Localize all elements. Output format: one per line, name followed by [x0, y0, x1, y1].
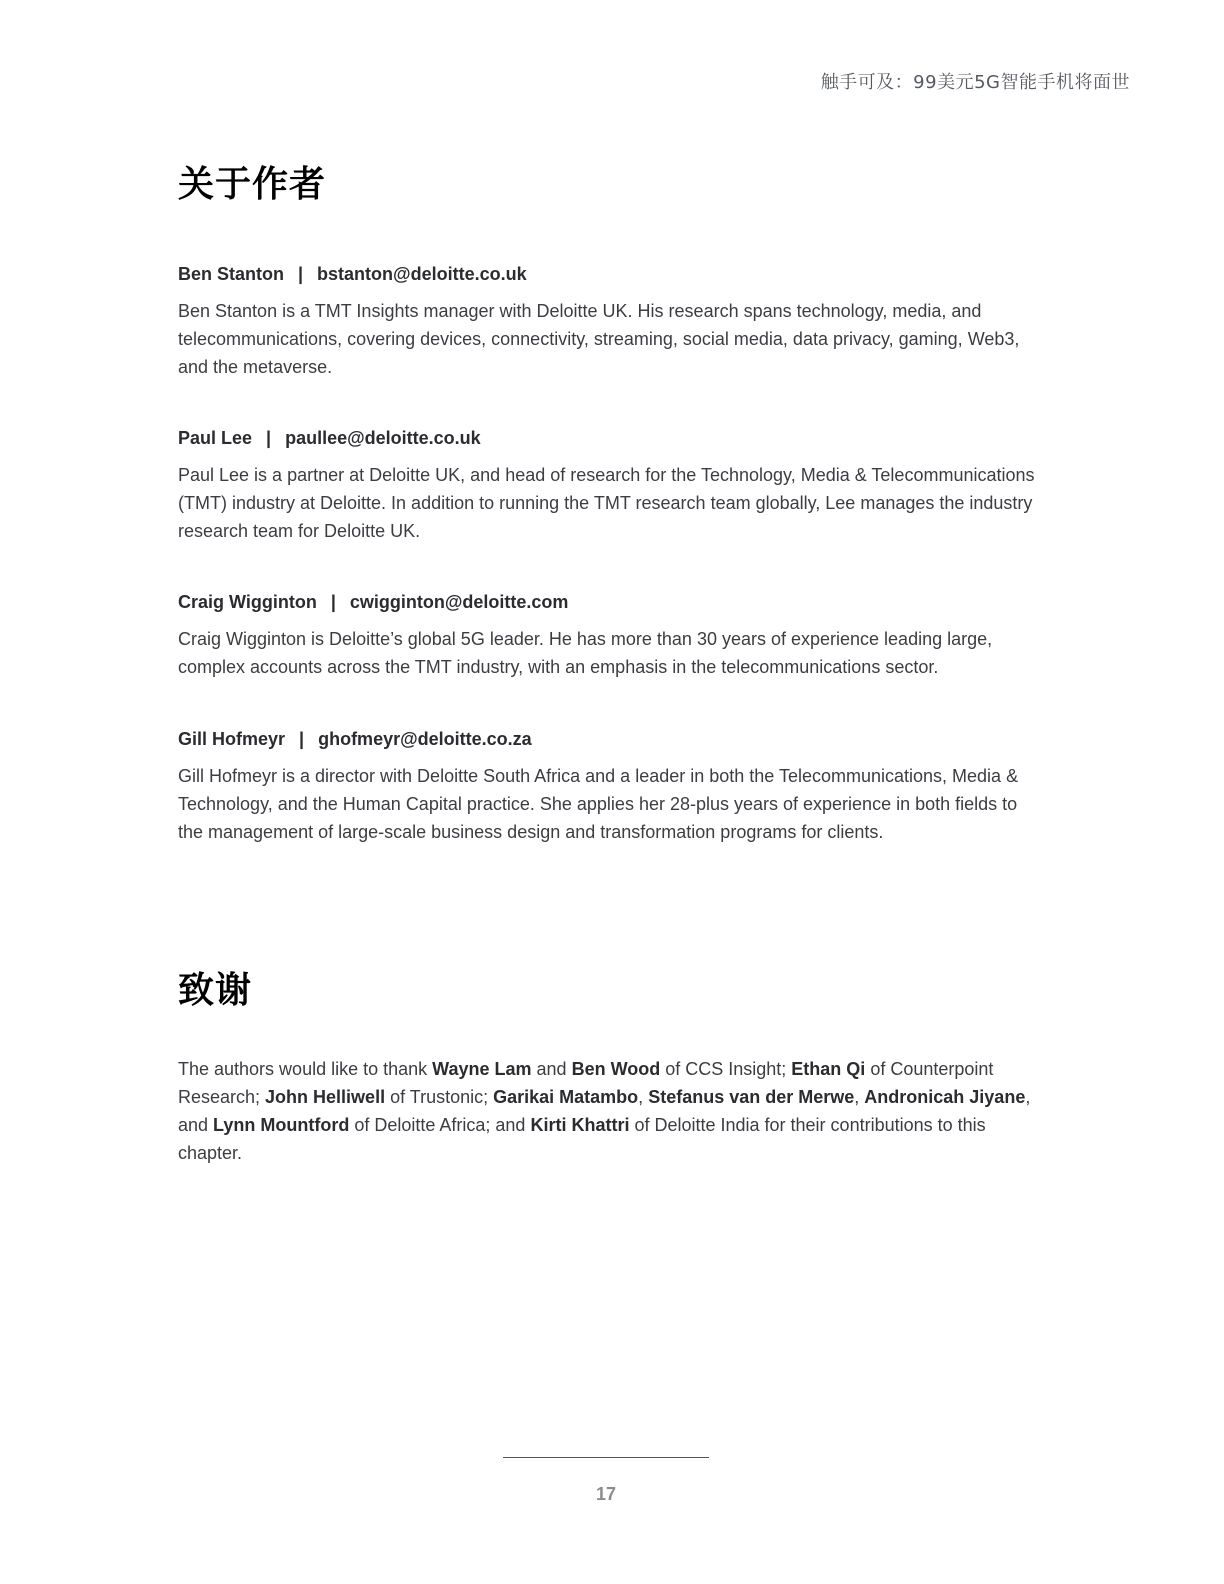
author-name: Gill Hofmeyr: [178, 729, 286, 749]
author-entry: [178, 426, 1038, 545]
acknowledged-person: Kirti Khattri: [530, 1115, 630, 1135]
acknowledged-person: Andronicah Jiyane: [864, 1087, 1026, 1107]
running-header: 触手可及：99美元5G智能手机将面世: [820, 72, 1130, 93]
acknowledgement-fragment: of Counterpoint Research;: [178, 1059, 994, 1107]
acknowledgement-fragment: of Trustonic;: [385, 1087, 494, 1107]
acknowledged-person: Wayne Lam: [432, 1059, 532, 1079]
author-heading: [178, 590, 1038, 614]
author-name: Ben Stanton: [178, 264, 284, 284]
author-separator: |: [298, 264, 304, 284]
acknowledged-person: Lynn Mountford: [213, 1115, 350, 1135]
page-number: 17: [595, 1484, 617, 1504]
footer-divider: [503, 1457, 709, 1458]
authors-section-title: 关于作者: [178, 164, 327, 205]
author-email[interactable]: cwigginton@deloitte.com: [349, 592, 569, 612]
acknowledgement-fragment: The authors would like to thank: [178, 1059, 433, 1079]
acknowledgements-title: 致谢: [178, 970, 253, 1011]
acknowledgements-text: [178, 1055, 1038, 1167]
author-separator: |: [299, 729, 305, 749]
main-content: [178, 0, 1038, 1584]
author-entry: [178, 727, 1038, 846]
acknowledged-person: Ben Wood: [571, 1059, 661, 1079]
author-entry: [178, 590, 1038, 681]
author-bio: Ben Stanton is a TMT Insights manager with Deloitte UK. His research spans technology, media, and telecommunications, covering devices, connectivity, streaming, social media, data privacy, gaming, Web3, and the metaverse.: [178, 301, 1020, 377]
acknowledgement-fragment: ,: [638, 1087, 649, 1107]
author-heading: [178, 426, 1038, 450]
author-email[interactable]: bstanton@deloitte.co.uk: [317, 264, 527, 284]
acknowledgement-fragment: of Deloitte India for their contributions to this chapter.: [178, 1115, 986, 1163]
acknowledgement-fragment: , and: [178, 1087, 1031, 1135]
author-bio: Paul Lee is a partner at Deloitte UK, and head of research for the Technology, Media & Telecommunications (TMT) industry at Deloitte. In addition to running the TMT research team globally, Lee manages the industry research team for Deloitte UK.: [178, 465, 1035, 541]
author-bio: Gill Hofmeyr is a director with Deloitte South Africa and a leader in both the Telecommunications, Media & Technology, and the Human Capital practice. She applies her 28-plus years of experience in both fields to the management of large-scale business design and transformation programs for clients.: [178, 766, 1019, 842]
author-heading: [178, 727, 1038, 751]
acknowledged-person: John Helliwell: [265, 1087, 386, 1107]
author-heading: [178, 262, 1038, 286]
author-name: Paul Lee: [178, 428, 253, 448]
acknowledged-person: Garikai Matambo: [493, 1087, 639, 1107]
author-email[interactable]: paullee@deloitte.co.uk: [285, 428, 481, 448]
acknowledgement-fragment: of Deloitte Africa; and: [349, 1115, 531, 1135]
acknowledged-person: Stefanus van der Merwe: [648, 1087, 855, 1107]
author-name: Craig Wigginton: [178, 592, 317, 612]
acknowledged-person: Ethan Qi: [791, 1059, 866, 1079]
author-email[interactable]: ghofmeyr@deloitte.co.za: [318, 729, 532, 749]
author-separator: |: [266, 428, 272, 448]
author-separator: |: [330, 592, 336, 612]
author-bio: Craig Wigginton is Deloitte’s global 5G leader. He has more than 30 years of experience leading large, complex accounts across the TMT industry, with an emphasis in the telecommunications sector.: [178, 629, 993, 677]
acknowledgement-fragment: ,: [854, 1087, 865, 1107]
author-entry: [178, 262, 1038, 381]
acknowledgement-fragment: of CCS Insight;: [660, 1059, 792, 1079]
acknowledgement-fragment: and: [531, 1059, 572, 1079]
